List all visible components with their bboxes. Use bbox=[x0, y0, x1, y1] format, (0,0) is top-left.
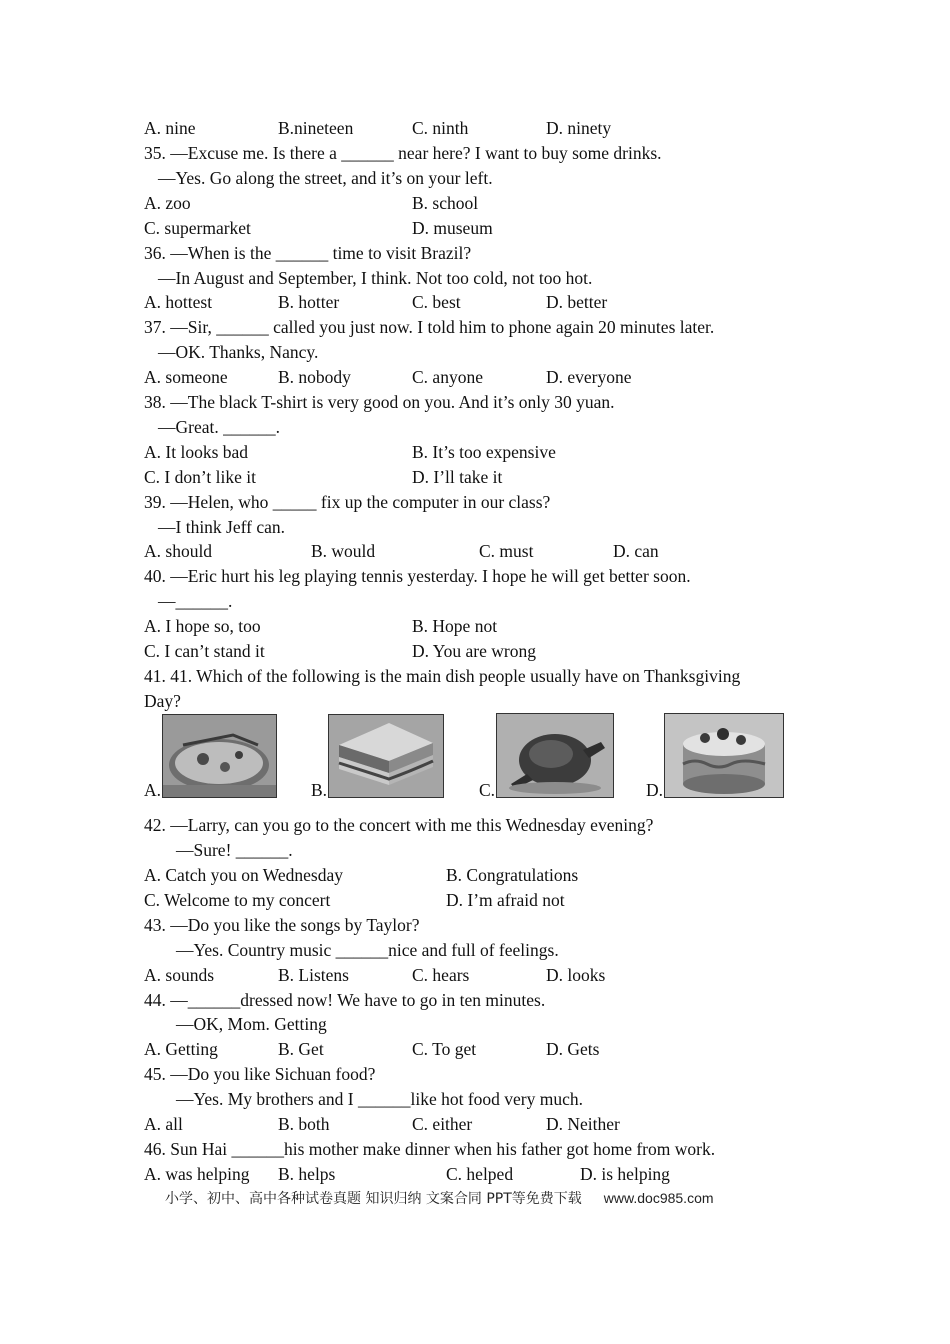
q41-stem-line2: Day? bbox=[144, 691, 181, 711]
q42-option-d: D. I’m afraid not bbox=[446, 890, 565, 910]
q38-option-b: B. It’s too expensive bbox=[412, 442, 556, 462]
q43-reply: —Yes. Country music ______nice and full of feelings. bbox=[176, 940, 559, 960]
footer-text: 小学、初中、高中各种试卷真题 知识归纳 文案合同 PPT等免费下载 bbox=[165, 1191, 582, 1207]
q43-stem: 43. —Do you like the songs by Taylor? bbox=[144, 915, 420, 935]
q34-option-b: B.nineteen bbox=[278, 118, 354, 138]
q37-option-a: A. someone bbox=[144, 367, 228, 387]
page-footer bbox=[165, 1188, 714, 1208]
q42-stem: 42. —Larry, can you go to the concert with me this Wednesday evening? bbox=[144, 815, 654, 835]
q46-option-b: B. helps bbox=[278, 1164, 336, 1184]
q45-reply: —Yes. My brothers and I ______like hot food very much. bbox=[176, 1089, 583, 1109]
q40-stem: 40. —Eric hurt his leg playing tennis yesterday. I hope he will get better soon. bbox=[144, 566, 691, 586]
q46-stem: 46. Sun Hai ______his mother make dinner when his father got home from work. bbox=[144, 1139, 716, 1159]
q36-option-b: B. hotter bbox=[278, 292, 340, 312]
q35-option-a: A. zoo bbox=[144, 193, 191, 213]
q37-stem: 37. —Sir, ______ called you just now. I told him to phone again 20 minutes later. bbox=[144, 317, 715, 337]
q46-option-a: A. was helping bbox=[144, 1164, 250, 1184]
sandwich-image bbox=[328, 714, 444, 798]
q38-reply: —Great. ______. bbox=[158, 417, 280, 437]
q42-reply: —Sure! ______. bbox=[176, 840, 293, 860]
q41-option-b-label: B. bbox=[311, 780, 328, 800]
q42-option-c: C. Welcome to my concert bbox=[144, 890, 331, 910]
q40-option-b: B. Hope not bbox=[412, 616, 498, 636]
q39-option-c: C. must bbox=[479, 541, 534, 561]
q46-option-d: D. is helping bbox=[580, 1164, 670, 1184]
q34-option-d: D. ninety bbox=[546, 118, 612, 138]
q43-option-d: D. looks bbox=[546, 965, 606, 985]
q46-option-c: C. helped bbox=[446, 1164, 514, 1184]
q45-option-d: D. Neither bbox=[546, 1114, 620, 1134]
q40-option-a: A. I hope so, too bbox=[144, 616, 261, 636]
q38-option-d: D. I’ll take it bbox=[412, 467, 503, 487]
q39-option-b: B. would bbox=[311, 541, 376, 561]
q38-option-a: A. It looks bad bbox=[144, 442, 249, 462]
q39-reply: —I think Jeff can. bbox=[158, 517, 286, 537]
pizza-image bbox=[162, 714, 277, 798]
q41-option-d-label: D. bbox=[646, 780, 664, 800]
q44-option-c: C. To get bbox=[412, 1039, 477, 1059]
q34-option-a: A. nine bbox=[144, 118, 196, 138]
q36-option-c: C. best bbox=[412, 292, 461, 312]
q43-option-a: A. sounds bbox=[144, 965, 215, 985]
q41-stem-line1: 41. 41. Which of the following is the main dish people usually have on Thanksgiving bbox=[144, 666, 741, 686]
q35-reply: —Yes. Go along the street, and it’s on your left. bbox=[158, 168, 493, 188]
q40-reply: —______. bbox=[158, 591, 233, 611]
footer-url[interactable]: www.doc985.com bbox=[603, 1190, 714, 1206]
q41-option-a-label: A. bbox=[144, 780, 162, 800]
q44-option-d: D. Gets bbox=[546, 1039, 600, 1059]
q39-stem: 39. —Helen, who _____ fix up the computer in our class? bbox=[144, 492, 551, 512]
q43-option-b: B. Listens bbox=[278, 965, 349, 985]
q44-option-b: B. Get bbox=[278, 1039, 324, 1059]
q36-reply: —In August and September, I think. Not too cold, not too hot. bbox=[158, 268, 593, 288]
q44-stem: 44. —______dressed now! We have to go in ten minutes. bbox=[144, 990, 546, 1010]
q37-reply: —OK. Thanks, Nancy. bbox=[158, 342, 319, 362]
q39-option-d: D. can bbox=[613, 541, 659, 561]
q39-option-a: A. should bbox=[144, 541, 213, 561]
q42-option-b: B. Congratulations bbox=[446, 865, 579, 885]
q44-reply: —OK, Mom. Getting bbox=[176, 1014, 327, 1034]
q44-option-a: A. Getting bbox=[144, 1039, 218, 1059]
q35-option-b: B. school bbox=[412, 193, 479, 213]
q36-stem: 36. —When is the ______ time to visit Brazil? bbox=[144, 243, 472, 263]
q45-option-c: C. either bbox=[412, 1114, 473, 1134]
q45-stem: 45. —Do you like Sichuan food? bbox=[144, 1064, 376, 1084]
cake-image bbox=[664, 713, 784, 798]
q45-option-a: A. all bbox=[144, 1114, 183, 1134]
q37-option-c: C. anyone bbox=[412, 367, 483, 387]
q45-option-b: B. both bbox=[278, 1114, 330, 1134]
q35-stem: 35. —Excuse me. Is there a ______ near here? I want to buy some drinks. bbox=[144, 143, 662, 163]
q40-option-d: D. You are wrong bbox=[412, 641, 536, 661]
q38-stem: 38. —The black T-shirt is very good on you. And it’s only 30 yuan. bbox=[144, 392, 615, 412]
q35-option-d: D. museum bbox=[412, 218, 493, 238]
q37-option-b: B. nobody bbox=[278, 367, 351, 387]
q35-option-c: C. supermarket bbox=[144, 218, 251, 238]
q34-option-c: C. ninth bbox=[412, 118, 469, 138]
q36-option-a: A. hottest bbox=[144, 292, 213, 312]
q36-option-d: D. better bbox=[546, 292, 608, 312]
roast-turkey-image bbox=[496, 713, 614, 798]
q43-option-c: C. hears bbox=[412, 965, 470, 985]
q41-option-c-label: C. bbox=[479, 780, 496, 800]
q37-option-d: D. everyone bbox=[546, 367, 632, 387]
q42-option-a: A. Catch you on Wednesday bbox=[144, 865, 343, 885]
q40-option-c: C. I can’t stand it bbox=[144, 641, 265, 661]
q38-option-c: C. I don’t like it bbox=[144, 467, 256, 487]
